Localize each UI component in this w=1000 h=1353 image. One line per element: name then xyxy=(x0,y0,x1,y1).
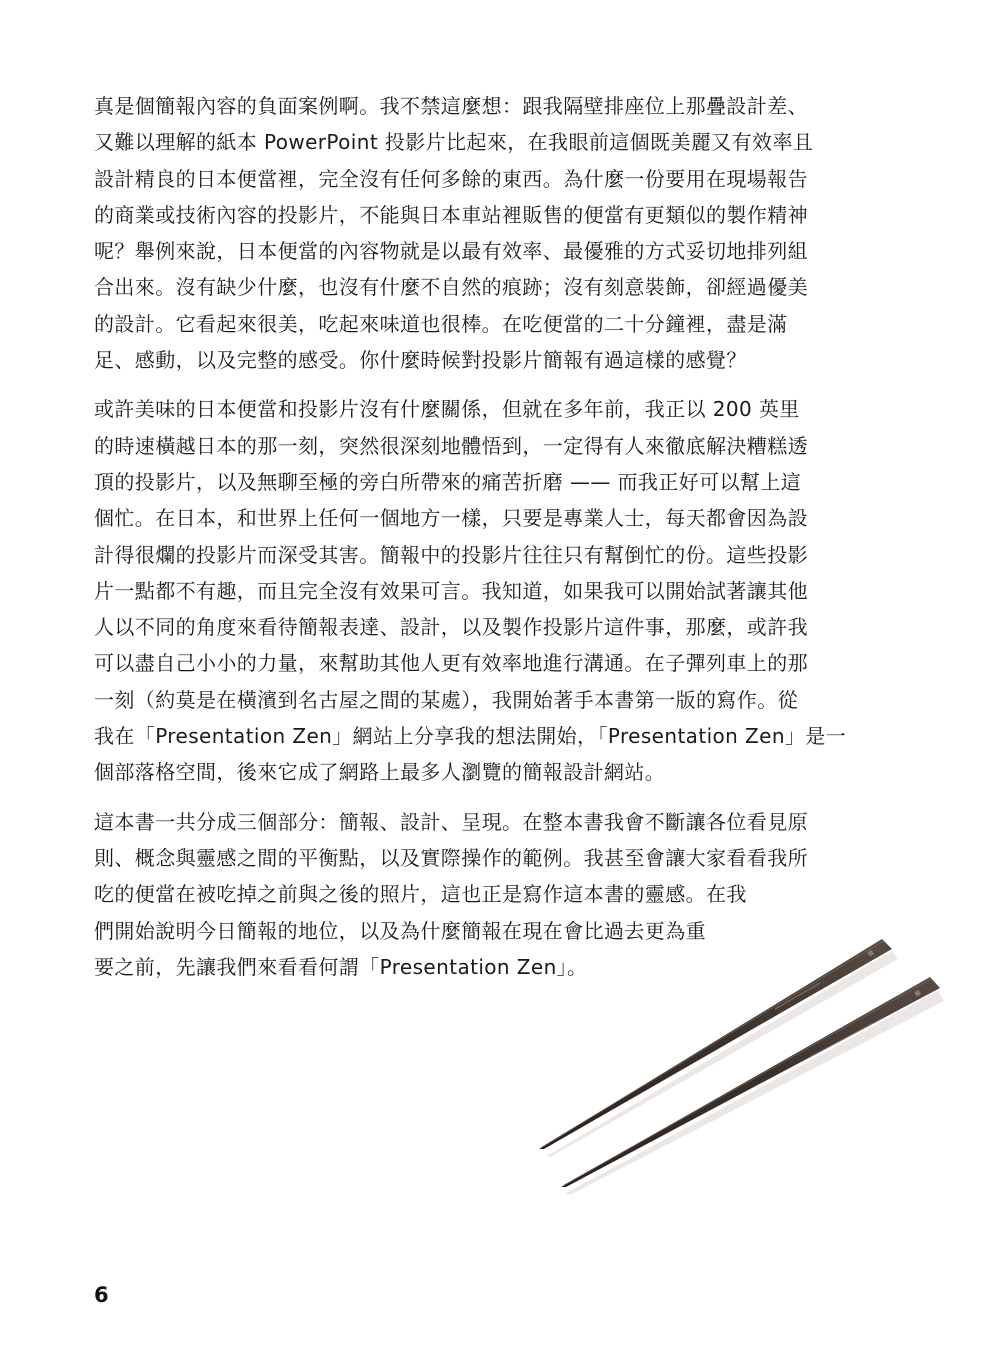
chopsticks-image xyxy=(520,925,960,1200)
text-line: 設計精良的日本便當裡，完全沒有任何多餘的東西。為什麼一份要用在現場報告 xyxy=(94,166,808,191)
text-line: 個忙。在日本，和世界上任何一個地方一樣，只要是專業人士，每天都會因為設 xyxy=(94,506,808,531)
text-line: 頂的投影片，以及無聊至極的旁白所帶來的痛苦折磨 —— 而我正好可以幫上這 xyxy=(94,469,802,494)
text-line: 要之前，先讓我們來看看何謂「Presentation Zen」。 xyxy=(94,954,588,979)
text-line: 足、感動，以及完整的感受。你什麼時候對投影片簡報有過這樣的感覺？ xyxy=(94,348,747,373)
article-body xyxy=(94,88,884,998)
text-line: 的商業或技術內容的投影片，不能與日本車站裡販售的便當有更類似的製作精神 xyxy=(94,202,808,227)
text-line: 呢？舉例來說，日本便當的內容物就是以最有效率、最優雅的方式妥切地排列組 xyxy=(94,239,808,264)
text-line: 可以盡自己小小的力量，來幫助其他人更有效率地進行溝通。在子彈列車上的那 xyxy=(94,651,808,676)
text-line: 真是個簡報內容的負面案例啊。我不禁這麼想：跟我隔壁排座位上那疊設計差、 xyxy=(94,94,808,118)
text-line: 們開始說明今日簡報的地位，以及為什麼簡報在現在會比過去更為重 xyxy=(94,918,706,943)
text-line: 一刻（約莫是在橫濱到名古屋之間的某處），我開始著手本書第一版的寫作。從 xyxy=(94,687,798,712)
text-line: 吃的便當在被吃掉之前與之後的照片，這也正是寫作這本書的靈感。在我 xyxy=(94,882,747,907)
text-line: 則、概念與靈感之間的平衡點，以及實際操作的範例。我甚至會讓大家看看我所 xyxy=(94,845,808,870)
chopstick-highlight xyxy=(564,979,931,1185)
text-line: 人以不同的角度來看待簡報表達、設計，以及製作投影片這件事，那麼，或許我 xyxy=(94,615,808,640)
text-line: 我在「Presentation Zen」網站上分享我的想法開始，「Presentation Zen」是一 xyxy=(94,724,847,749)
text-line: 片一點都不有趣，而且完全沒有效果可言。我知道，如果我可以開始試著讓其他 xyxy=(94,578,808,603)
page-number: 6 xyxy=(94,1283,109,1307)
chopstick-lower xyxy=(561,977,940,1187)
text-line: 的時速橫越日本的那一刻，突然很深刻地體悟到，一定得有人來徹底解決糟糕透 xyxy=(94,433,808,458)
text-line: 或許美味的日本便當和投影片沒有什麼關係，但就在多年前，我正以 200 英里 xyxy=(94,397,800,422)
text-line: 又難以理解的紙本 PowerPoint 投影片比起來，在我眼前這個既美麗又有效率且 xyxy=(94,130,814,155)
paragraph-2 xyxy=(94,391,884,790)
text-line: 這本書一共分成三個部分：簡報、設計、呈現。在整本書我會不斷讓各位看見原 xyxy=(94,809,808,834)
paragraph-1 xyxy=(94,88,884,378)
text-line: 的設計。它看起來很美，吃起來味道也很棒。在吃便當的二十分鐘裡，盡是滿 xyxy=(94,311,788,336)
text-line: 個部落格空間，後來它成了網路上最多人瀏覽的簡報設計網站。 xyxy=(94,760,666,785)
chopstick-shadow xyxy=(547,951,898,1157)
text-line: 合出來。沒有缺少什麼，也沒有什麼不自然的痕跡；沒有刻意裝飾，卻經過優美 xyxy=(94,275,808,300)
text-line: 計得很爛的投影片而深受其害。簡報中的投影片往往只有幫倒忙的份。這些投影 xyxy=(94,542,808,567)
